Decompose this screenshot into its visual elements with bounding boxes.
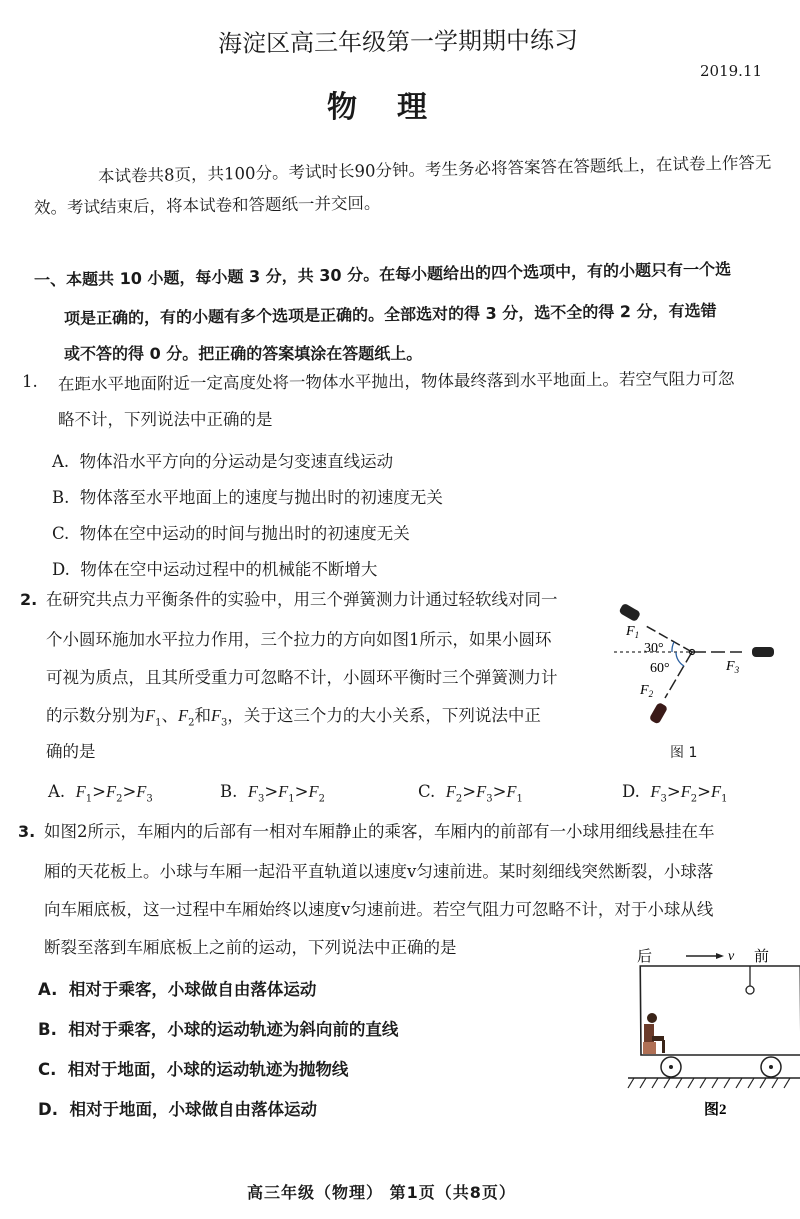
question-number: 3. (18, 822, 36, 841)
figure-1-caption: 图 1 (670, 745, 698, 761)
option-d[interactable]: D. $F_3>F_2>F_1$ (622, 782, 728, 805)
f2-label: $F_2$ (640, 683, 654, 699)
question-stem-line: 可视为质点，且其所受重力可忽略不计，小圆环平衡时三个弹簧测力计 (46, 668, 558, 687)
subject-title: 物理 (327, 90, 467, 125)
f3-label: $F_3$ (726, 659, 740, 675)
question-stem-line: 向车厢底板，这一过程中车厢始终以速度v匀速前进。若空气阻力可忽略不计，对于小球从线 (44, 900, 714, 919)
figure-2-train-car (620, 940, 800, 1120)
question-stem-line: 在研究共点力平衡条件的实验中，用三个弹簧测力计通过轻软线对同一 (46, 590, 558, 609)
question-stem-line: 厢的天花板上。小球与车厢一起沿平直轨道以速度v匀速前进。某时刻细线突然断裂，小球落 (44, 862, 714, 881)
train-car-svg (620, 940, 800, 1120)
question-stem-line: 个小圆环施加水平拉力作用，三个拉力的方向如图1所示，如果小圆环 (46, 630, 552, 649)
question-number: 1. (22, 372, 38, 391)
front-label: 前 (754, 949, 770, 965)
velocity-label: v (728, 949, 735, 964)
option-label: A. (52, 452, 70, 471)
question-stem-line: 如图2所示，车厢内的后部有一相对车厢静止的乘客，车厢内的前部有一小球用细线悬挂在车 (44, 822, 715, 841)
question-stem-line: 在距水平地面附近一定高度处将一物体水平抛出，物体最终落到水平地面上。若空气阻力可忽 (57, 369, 735, 394)
question-stem-line: 断裂至落到车厢底板上之前的运动，下列说法中正确的是 (44, 938, 457, 957)
option-b[interactable]: B. 相对于乘客，小球的运动轨迹为斜向前的直线 (38, 1020, 399, 1039)
option-a[interactable] (52, 448, 393, 472)
section-1-line-1: 一、本题共 10 小题，每小题 3 分，共 30 分。在每小题给出的四个选项中，有的小题只有一个选 (33, 259, 732, 290)
instructions-line-2: 效。考试结束后，将本试卷和答题纸一并交回。 (33, 193, 381, 218)
exam-title: 海淀区高三年级第一学期期中练习 (217, 26, 579, 58)
option-d[interactable]: D. 相对于地面，小球做自由落体运动 (38, 1100, 317, 1119)
angle-60-label: 60° (650, 661, 670, 676)
option-a[interactable]: A. $F_1>F_2>F_3$ (48, 782, 153, 805)
section-1-line-2: 项是正确的，有的小题有多个选项是正确的。全部选对的得 3 分，选不全的得 2 分，有选错 (63, 301, 717, 328)
option-label: C. (52, 524, 70, 543)
option-b[interactable] (52, 484, 443, 508)
figure-2-caption: 图2 (704, 1102, 727, 1118)
exam-date: 2019.11 (700, 62, 763, 80)
option-c[interactable] (52, 520, 410, 544)
f1-label: $F_1$ (626, 624, 640, 640)
option-text: 物体在空中运动过程中的机械能不断增大 (80, 560, 378, 579)
option-c[interactable]: C. $F_2>F_3>F_1$ (418, 782, 523, 805)
question-stem-line: 确的是 (46, 742, 96, 761)
section-1-line-3: 或不答的得 0 分。把正确的答案填涂在答题纸上。 (64, 344, 423, 363)
question-number: 2. (20, 590, 38, 609)
force-diagram-svg (600, 590, 800, 770)
back-label: 后 (637, 949, 653, 965)
question-stem-line: 的示数分别为$F_1$、$F_2$和$F_3$，关于这三个力的大小关系，下列说法中正 (46, 706, 541, 729)
option-label: D. (52, 560, 70, 579)
option-a[interactable]: A. 相对于乘客，小球做自由落体运动 (38, 980, 317, 999)
figure-1-force-diagram (600, 590, 800, 770)
instructions-line-1: 本试卷共8页，共100分。考试时长90分钟。考生务必将答案答在答题纸上，在试卷上作答无 (97, 152, 772, 187)
option-label: B. (52, 488, 70, 507)
option-c[interactable]: C. 相对于地面，小球的运动轨迹为抛物线 (38, 1060, 349, 1079)
question-stem-line: 略不计，下列说法中正确的是 (58, 410, 273, 429)
angle-30-label: 30° (644, 641, 664, 656)
option-text: 物体落至水平地面上的速度与抛出时的初速度无关 (79, 488, 443, 507)
option-text: 物体沿水平方向的分运动是匀变速直线运动 (79, 452, 394, 471)
option-d[interactable] (52, 556, 377, 580)
option-text: 物体在空中运动的时间与抛出时的初速度无关 (79, 524, 410, 543)
option-b[interactable]: B. $F_3>F_1>F_2$ (220, 782, 325, 805)
page-footer: 高三年级（物理） 第1页（共8页） (247, 1183, 516, 1202)
